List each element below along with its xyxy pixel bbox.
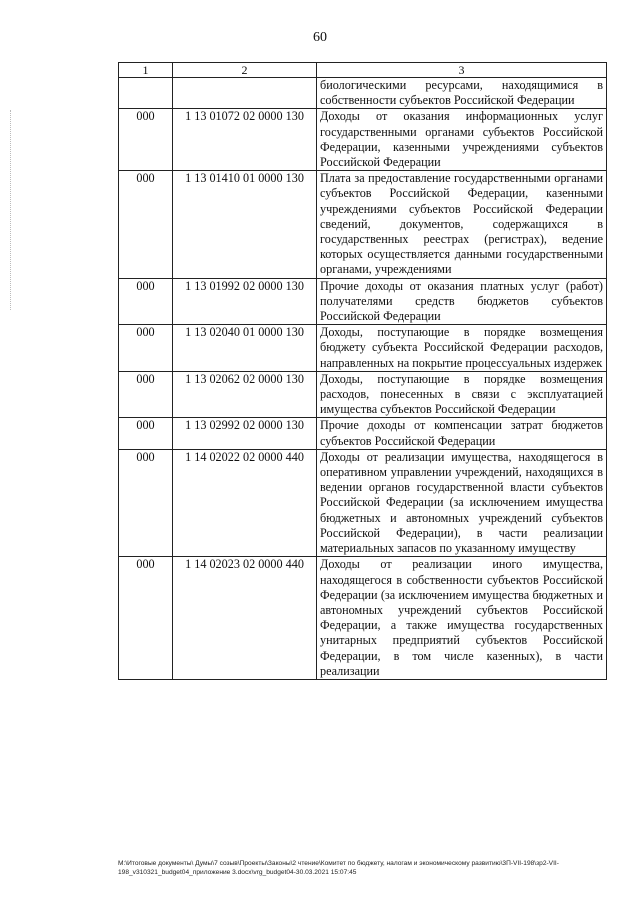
table-row [119, 325, 607, 372]
admin-code: 000 [119, 371, 173, 418]
revenue-description: Прочие доходы от компенсации затрат бюджетов субъектов Российской Федерации [317, 418, 607, 449]
revenue-description: биологическими ресурсами, находящимися в собственности субъектов Российской Федерации [317, 78, 607, 109]
table-row [119, 171, 607, 278]
table-row [119, 449, 607, 556]
header-col-2: 2 [173, 63, 317, 78]
admin-code: 000 [119, 278, 173, 325]
admin-code: 000 [119, 171, 173, 278]
revenue-description: Доходы от оказания информационных услуг государственными органами субъектов Российской Федерации, казенными учреждениями субъектов Российской Федерации [317, 109, 607, 171]
table-row [119, 557, 607, 680]
revenue-code: 1 13 02062 02 0000 130 [173, 371, 317, 418]
admin-code: 000 [119, 418, 173, 449]
revenue-description: Доходы, поступающие в порядке возмещения расходов, понесенных в связи с эксплуатацией имущества субъектов Российской Федерации [317, 371, 607, 418]
revenue-description: Доходы от реализации имущества, находящегося в оперативном управлении учреждений, находящихся в ведении органов государственной власти субъектов Российской Федерации (за исключением имущества бюджетных и автономных учреждений субъектов Российской Федерации), в части реализации материальных запасов по указанному имуществу [317, 449, 607, 556]
revenue-code: 1 13 02040 01 0000 130 [173, 325, 317, 372]
revenue-code: 1 14 02022 02 0000 440 [173, 449, 317, 556]
admin-code: 000 [119, 557, 173, 680]
table-row [119, 109, 607, 171]
header-col-3: 3 [317, 63, 607, 78]
table-row [119, 78, 607, 109]
admin-code [119, 78, 173, 109]
budget-classification-table [118, 62, 607, 680]
table-row [119, 278, 607, 325]
footer-path-line-1: M:\Итоговые документы\ Думы\7 созыв\Проекты\Законы\2 чтение\Комитет по бюджету, налогам и экономическому развитию\3П-VII-198\зр2-VII- [118, 860, 559, 867]
revenue-code: 1 14 02023 02 0000 440 [173, 557, 317, 680]
revenue-code: 1 13 01072 02 0000 130 [173, 109, 317, 171]
table-row [119, 418, 607, 449]
page-number: 60 [313, 30, 327, 45]
revenue-description: Прочие доходы от оказания платных услуг (работ) получателями средств бюджетов субъектов Российской Федерации [317, 278, 607, 325]
header-col-1: 1 [119, 63, 173, 78]
admin-code: 000 [119, 325, 173, 372]
footer-path-line-2: 198_v310321_budget04_приложение 3.docx\vrg_budget04-30.03.2021 15:07:45 [118, 869, 357, 876]
admin-code: 000 [119, 449, 173, 556]
revenue-code: 1 13 01992 02 0000 130 [173, 278, 317, 325]
file-path-footer [118, 859, 618, 877]
admin-code: 000 [119, 109, 173, 171]
revenue-code: 1 13 02992 02 0000 130 [173, 418, 317, 449]
revenue-description: Плата за предоставление государственными органами субъектов Российской Федерации, казенными учреждениями субъектов Российской Федерации сведений, документов, содержащихся в государственных реестрах (регистрах), ведение которых осуществляется данными государственными органами, учреждениями [317, 171, 607, 278]
margin-mark [10, 110, 11, 310]
revenue-description: Доходы, поступающие в порядке возмещения бюджету субъекта Российской Федерации расходов, направленных на покрытие процессуальных издержек [317, 325, 607, 372]
revenue-code [173, 78, 317, 109]
table-header-row [119, 63, 607, 78]
table-row [119, 371, 607, 418]
revenue-code: 1 13 01410 01 0000 130 [173, 171, 317, 278]
revenue-description: Доходы от реализации иного имущества, находящегося в собственности субъектов Российской Федерации (за исключением имущества бюджетных и автономных учреждений субъектов Российской Федерации, а также имущества государственных унитарных предприятий субъектов Российской Федерации, в том числе казенных), в части реализации [317, 557, 607, 680]
